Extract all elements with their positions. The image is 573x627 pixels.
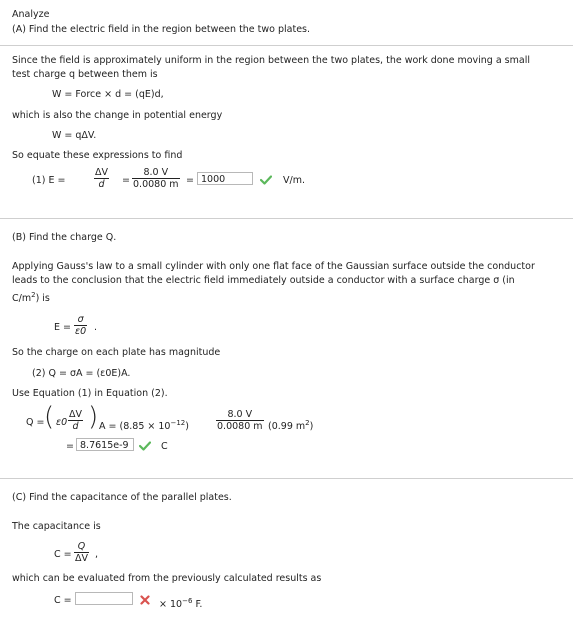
equation-e-prefix: E =	[54, 322, 71, 333]
text: )	[185, 421, 189, 432]
equation-q-area	[268, 417, 313, 433]
part-b-gauss-line3	[12, 289, 50, 305]
fraction-dv-over-d	[68, 409, 83, 432]
part-b-gauss-line2: leads to the conclusion that the electric field immediately outside a conductor with a surface charge σ (in	[12, 275, 515, 286]
fraction-denominator: 0.0080 m	[133, 179, 179, 190]
equation-1-prefix: (1) E =	[32, 175, 66, 186]
superscript: 2	[31, 291, 36, 299]
superscript: 2	[305, 419, 310, 427]
fraction-numerator: 8.0 V	[216, 409, 264, 421]
equation-e-suffix: .	[94, 322, 98, 333]
unit-capacitance	[159, 595, 202, 611]
fraction-numerator: σ	[74, 314, 87, 326]
text: F.	[195, 599, 203, 610]
check-icon	[260, 175, 272, 185]
fraction-numerator: ΔV	[95, 167, 108, 178]
fraction-denominator: ε0	[75, 326, 87, 337]
equals-sign: =	[186, 175, 194, 186]
fraction-values	[216, 409, 264, 432]
unit-electric-field: V/m.	[283, 175, 305, 186]
answer-prefix: =	[66, 441, 74, 452]
fraction-sigma-over-eps	[74, 314, 87, 337]
equation-2: (2) Q = σA = (ε0E)A.	[32, 368, 131, 379]
text: (0.99 m	[268, 421, 306, 432]
superscript: −12	[170, 419, 186, 427]
equation-w: W = qΔV.	[52, 130, 97, 141]
equation-c-suffix: ,	[95, 549, 99, 560]
answer-field-electric-field[interactable]: 1000	[197, 172, 253, 185]
text: × 10	[159, 599, 183, 610]
part-b-title: (B) Find the charge Q.	[12, 232, 117, 243]
fraction-dv-over-d	[94, 167, 109, 190]
equation-q-prefix: Q =	[26, 417, 45, 428]
answer-field-charge[interactable]: 8.7615e-9	[76, 438, 134, 451]
fraction-values	[132, 167, 180, 190]
fraction-numerator: 8.0 V	[132, 167, 180, 179]
part-a-equate-text: So equate these expressions to find	[12, 150, 183, 161]
equation-work: W = Force × d = (qE)d,	[52, 89, 164, 100]
part-a-intro-line1: Since the field is approximately uniform in the region between the two plates, the work done moving a small	[12, 55, 530, 66]
header-title: Analyze	[12, 9, 50, 20]
right-paren: )	[88, 402, 99, 432]
text: C/m	[12, 293, 32, 304]
cross-icon	[140, 595, 150, 605]
epsilon-zero: ε0	[56, 417, 68, 428]
equation-c-prefix: C =	[54, 549, 72, 560]
fraction-denominator: 0.0080 m	[217, 421, 263, 432]
fraction-denominator: ΔV	[75, 553, 88, 564]
part-c-eval-text: which can be evaluated from the previously calculated results as	[12, 573, 322, 584]
part-c-cap-text: The capacitance is	[12, 521, 101, 532]
text: ) is	[35, 293, 50, 304]
unit-charge: C	[161, 441, 168, 452]
part-a-also-text: which is also the change in potential energy	[12, 110, 223, 121]
part-a-intro-line2: test charge q between them is	[12, 69, 158, 80]
fraction-denominator: d	[72, 421, 79, 432]
part-b-charge-text: So the charge on each plate has magnitude	[12, 347, 221, 358]
check-icon	[139, 441, 151, 451]
part-b-gauss-line1: Applying Gauss's law to a small cylinder with only one flat face of the Gaussian surface outside the conductor	[12, 261, 535, 272]
superscript: −6	[182, 597, 193, 605]
fraction-q-over-dv	[74, 541, 89, 564]
fraction-numerator: Q	[74, 541, 89, 553]
part-b-use-text: Use Equation (1) in Equation (2).	[12, 388, 168, 399]
separator	[0, 218, 573, 219]
part-c-title: (C) Find the capacitance of the parallel plates.	[12, 492, 232, 503]
answer-prefix: C =	[54, 595, 72, 606]
part-a-title: (A) Find the electric field in the region between the two plates.	[12, 24, 311, 35]
text: )	[309, 421, 314, 432]
fraction-numerator: ΔV	[69, 409, 82, 420]
left-paren: (	[44, 402, 55, 432]
separator	[0, 478, 573, 479]
equation-q-body	[99, 417, 189, 433]
equals-sign: =	[122, 175, 130, 186]
separator	[0, 45, 573, 46]
text: A = (8.85 × 10	[99, 421, 171, 432]
fraction-denominator: d	[98, 179, 105, 190]
answer-field-capacitance[interactable]	[75, 592, 133, 605]
